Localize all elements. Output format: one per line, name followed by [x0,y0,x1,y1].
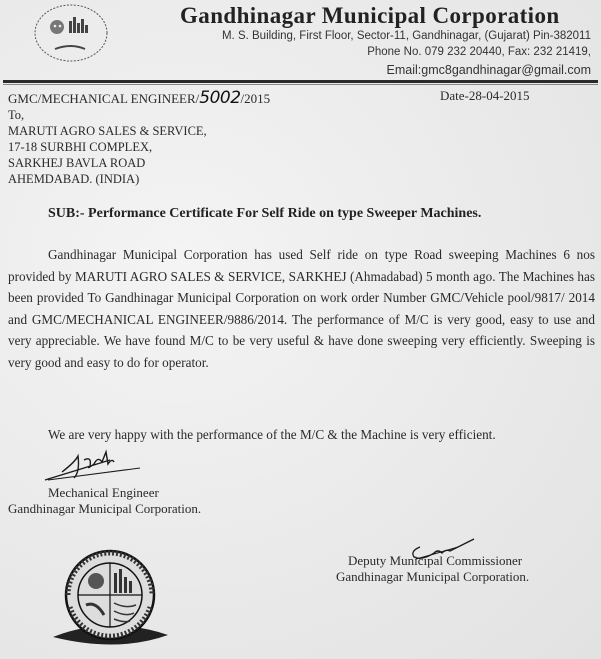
right-signatory-title: Deputy Municipal Commissioner [348,553,523,568]
body-paragraph: Gandhinagar Municipal Corporation has used Self ride on type Road sweeping Machines 6 nos provided by MARUTI AGRO SALES & SERVICE, SARKHEJ (Ahmadabad) 5 month ago. The Machines has been provided To Gandhinagar Municipal Corporation on work order Number GMC/Vehicle pool/9817/ 2014 and GMC/MECHANICAL ENGINEER/9886/2014. The performance of M/C is very good, easy to use and very appreciable. We have found M/C to be very useful & have done sweeping very efficiently. Sweeping is very good and easy to do for operator. [8,247,595,370]
mechanical-engineer-signature [40,442,150,487]
left-signatory-organization: Gandhinagar Municipal Corporation. [8,501,202,516]
municipal-emblem-icon [33,3,109,63]
letter-date: Date-28-04-2015 [440,88,530,103]
reference-prefix: GMC/MECHANICAL ENGINEER/ [8,91,200,106]
recipient-line: SARKHEJ BAVLA ROAD [8,156,146,170]
municipal-corporation-seal [48,545,173,655]
closing-statement: We are very happy with the performance of the M/C & the Machine is very efficient. [48,427,496,442]
email-line: Email:gmc8gandhinagar@gmail.com [386,63,591,77]
handwritten-reference-number: 5002 [199,88,241,108]
organization-title: Gandhinagar Municipal Corporation [180,3,560,28]
reference-suffix: /2015 [240,91,271,106]
subject-line: SUB:- Performance Certificate For Self Ride on type Sweeper Machines. [48,206,482,221]
right-signatory-organization: Gandhinagar Municipal Corporation. [336,569,530,584]
left-signatory-title: Mechanical Engineer [48,485,159,500]
letterhead-divider-thin [3,84,598,85]
recipient-line: 17-18 SURBHI COMPLEX, [8,140,153,154]
address-line: M. S. Building, First Floor, Sector-11, Gandhinagar, (Gujarat) Pin-382011 [221,30,591,42]
recipient-line: AHEMDABAD. (INDIA) [8,172,140,186]
body-text [8,244,595,373]
salutation: To, [8,108,25,122]
phone-fax-line: Phone No. 079 232 20440, Fax: 232 21419, [367,46,591,58]
reference-number [8,88,270,108]
recipient-line: MARUTI AGRO SALES & SERVICE, [8,124,207,138]
letterhead-divider [3,80,598,83]
